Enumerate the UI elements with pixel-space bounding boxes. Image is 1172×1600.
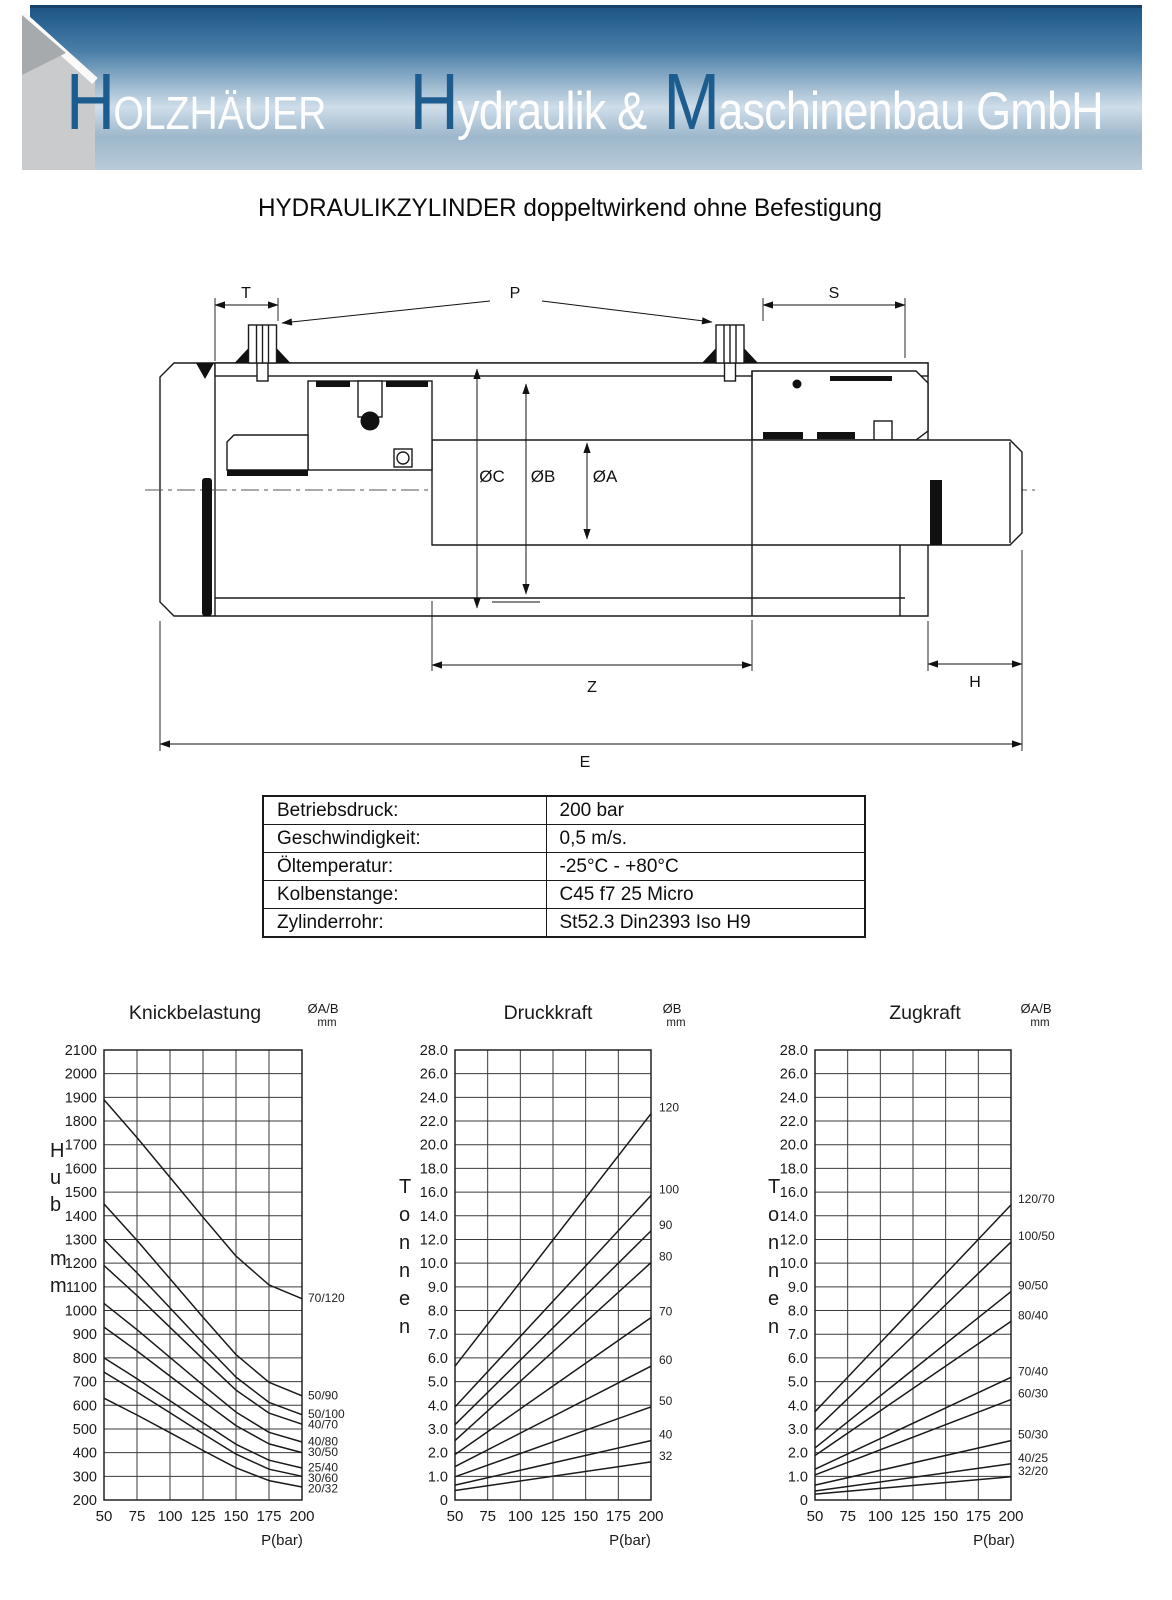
- x-tick-label: 125: [190, 1508, 216, 1525]
- y-tick-label: 900: [72, 1327, 97, 1344]
- y-tick-label: 16.0: [419, 1185, 448, 1202]
- y-tick-label: 16.0: [779, 1185, 808, 1202]
- y-tick-label: 1.0: [427, 1469, 448, 1486]
- spec-value: 0,5 m/s.: [546, 825, 865, 853]
- right-axis-label: ØA/B: [307, 1001, 339, 1016]
- series-label-100: 100: [659, 1182, 680, 1197]
- series-label-30/50: 30/50: [308, 1445, 339, 1460]
- series-label-25/40: 25/40: [308, 1460, 339, 1475]
- x-tick-label: 200: [998, 1508, 1024, 1525]
- dim-label-T: T: [241, 285, 251, 302]
- y-tick-label: 20.0: [779, 1137, 808, 1154]
- y-tick-label: 1100: [65, 1279, 97, 1296]
- series-label-120/70: 120/70: [1018, 1191, 1055, 1206]
- y-tick-label: 1700: [64, 1137, 97, 1154]
- x-tick-label: 175: [256, 1508, 282, 1525]
- y-tick-label: 24.0: [779, 1090, 808, 1107]
- company-name: [66, 56, 1103, 148]
- y-tick-label: 4.0: [787, 1398, 808, 1415]
- series-label-80/40: 80/40: [1018, 1308, 1049, 1323]
- y-tick-label: 500: [72, 1421, 97, 1438]
- y-tick-label: 22.0: [419, 1114, 448, 1131]
- dim-label-OC: ØC: [479, 467, 505, 486]
- right-axis-unit: mm: [1030, 1017, 1050, 1029]
- series-label-50: 50: [659, 1393, 673, 1408]
- y-tick-label: 9.0: [787, 1279, 808, 1296]
- y-tick-label: 5.0: [787, 1374, 808, 1391]
- gland-seal-1: [763, 432, 803, 439]
- y-tick-label: 22.0: [779, 1114, 808, 1131]
- spec-table: [262, 795, 866, 938]
- logo-word3-rest: aschinenbau GmbH: [718, 82, 1103, 141]
- x-tick-label: 175: [605, 1508, 631, 1525]
- y-tick-label: 1500: [64, 1185, 97, 1202]
- y-tick-label: 1.0: [787, 1469, 808, 1486]
- dim-label-OA: ØA: [592, 467, 618, 486]
- dim-label-Z: Z: [587, 679, 597, 696]
- gland-groove: [874, 421, 892, 440]
- y-tick-label: 200: [72, 1493, 97, 1509]
- x-tick-label: 125: [900, 1508, 926, 1525]
- series-label-30/60: 30/60: [308, 1471, 339, 1486]
- x-tick-label: 150: [223, 1508, 249, 1525]
- series-label-20/32: 20/32: [308, 1481, 339, 1496]
- y-tick-label: 26.0: [779, 1066, 808, 1083]
- chart-title: Knickbelastung: [128, 1002, 262, 1024]
- x-axis-label: P(bar): [973, 1532, 1015, 1549]
- y-axis-letter: e: [768, 1288, 780, 1310]
- x-tick-label: 100: [157, 1508, 183, 1525]
- y-tick-label: 28.0: [419, 1043, 448, 1059]
- base-weld-bar: [202, 478, 212, 616]
- cylinder-head-gland: [752, 371, 928, 440]
- y-tick-label: 24.0: [419, 1090, 448, 1107]
- piston-detail-circle: [397, 452, 409, 464]
- series-label-80: 80: [659, 1249, 673, 1264]
- piston-spacer: [227, 435, 308, 470]
- y-tick-label: 5.0: [427, 1374, 448, 1391]
- series-label-70/120: 70/120: [308, 1291, 345, 1306]
- series-label-90/50: 90/50: [1018, 1278, 1049, 1293]
- logo-word1-rest: OLZHÄUER: [113, 87, 327, 139]
- y-axis-letter: n: [768, 1232, 780, 1254]
- y-tick-label: 1000: [64, 1303, 97, 1320]
- y-tick-label: 6.0: [787, 1350, 808, 1367]
- y-axis-letter: T: [768, 1176, 781, 1198]
- y-tick-label: 2000: [64, 1066, 97, 1083]
- chart-zugkraft: [752, 995, 1172, 1560]
- spec-label: Kolbenstange:: [263, 881, 546, 909]
- y-tick-label: 700: [72, 1374, 97, 1391]
- gland-top-seal: [830, 376, 892, 381]
- series-label-90: 90: [659, 1217, 673, 1232]
- spec-row: [263, 853, 865, 881]
- series-label-50/100: 50/100: [308, 1407, 345, 1422]
- y-axis-letter: n: [399, 1260, 411, 1282]
- spacer-seal: [227, 470, 308, 476]
- series-label-70: 70: [659, 1304, 673, 1319]
- series-label-50/90: 50/90: [308, 1388, 339, 1403]
- dim-label-H: H: [969, 674, 981, 691]
- spec-value: C45 f7 25 Micro: [546, 881, 865, 909]
- rod-seal-band: [930, 480, 942, 545]
- y-axis-letter: n: [768, 1316, 780, 1338]
- y-tick-label: 4.0: [427, 1398, 448, 1415]
- y-tick-label: 8.0: [427, 1303, 448, 1320]
- chart-knickbelastung: [30, 995, 380, 1560]
- right-axis-label: ØA/B: [1020, 1001, 1052, 1016]
- page-title: HYDRAULIKZYLINDER doppeltwirkend ohne Befestigung: [257, 194, 883, 222]
- spec-value: -25°C - +80°C: [546, 853, 865, 881]
- x-tick-label: 75: [479, 1508, 497, 1525]
- y-axis-letter: n: [768, 1260, 780, 1282]
- right-axis-unit: mm: [666, 1017, 686, 1029]
- x-tick-label: 50: [95, 1508, 113, 1525]
- piston-oring: [361, 412, 380, 431]
- y-tick-label: 12.0: [419, 1232, 448, 1249]
- y-axis-letter: m: [50, 1248, 67, 1270]
- y-tick-label: 6.0: [427, 1350, 448, 1367]
- x-tick-label: 125: [540, 1508, 566, 1525]
- x-axis-label: P(bar): [261, 1532, 303, 1549]
- dim-label-OB: ØB: [530, 467, 556, 486]
- dim-label-S: S: [828, 285, 840, 302]
- logo-word2-initial: H: [409, 57, 458, 146]
- dim-label-P: P: [509, 285, 521, 302]
- y-tick-label: 800: [72, 1350, 97, 1367]
- y-axis-letter: e: [399, 1288, 411, 1310]
- chart-title: Druckkraft: [503, 1002, 593, 1024]
- x-tick-label: 150: [933, 1508, 959, 1525]
- y-tick-label: 18.0: [779, 1161, 808, 1178]
- cylinder-cross-section-drawing: [130, 253, 1050, 778]
- y-tick-label: 600: [72, 1398, 97, 1415]
- piston-seal-right: [386, 381, 428, 387]
- y-tick-label: 14.0: [419, 1208, 448, 1225]
- x-tick-label: 100: [507, 1508, 533, 1525]
- y-tick-label: 400: [72, 1445, 97, 1462]
- y-tick-label: 1800: [64, 1114, 97, 1131]
- y-tick-label: 2100: [64, 1043, 97, 1059]
- spec-row: [263, 909, 865, 938]
- x-tick-label: 100: [867, 1508, 893, 1525]
- y-tick-label: 1200: [64, 1256, 97, 1273]
- y-tick-label: 1400: [64, 1208, 97, 1225]
- series-label-100/50: 100/50: [1018, 1229, 1055, 1244]
- x-tick-label: 75: [128, 1508, 146, 1525]
- spec-row: [263, 796, 865, 825]
- x-tick-label: 200: [289, 1508, 315, 1525]
- series-label-60/30: 60/30: [1018, 1386, 1049, 1401]
- gland-oring: [793, 380, 802, 389]
- chart-druckkraft: [385, 995, 715, 1560]
- y-tick-label: 20.0: [419, 1137, 448, 1154]
- y-tick-label: 14.0: [779, 1208, 808, 1225]
- y-tick-label: 26.0: [419, 1066, 448, 1083]
- series-label-40/80: 40/80: [308, 1434, 339, 1449]
- chart-title: Zugkraft: [889, 1002, 961, 1024]
- logo-word2-rest: ydraulik &: [457, 82, 647, 141]
- x-tick-label: 50: [446, 1508, 464, 1525]
- series-label-70/40: 70/40: [1018, 1364, 1049, 1379]
- spec-value: 200 bar: [546, 796, 865, 825]
- y-tick-label: 10.0: [779, 1256, 808, 1273]
- y-tick-label: 7.0: [787, 1327, 808, 1344]
- x-axis-label: P(bar): [609, 1532, 651, 1549]
- logo-word3-initial: M: [663, 57, 719, 146]
- y-tick-label: 2.0: [787, 1445, 808, 1462]
- x-tick-label: 150: [573, 1508, 599, 1525]
- y-tick-label: 3.0: [787, 1421, 808, 1438]
- spec-label: Öltemperatur:: [263, 853, 546, 881]
- y-axis-letter: n: [399, 1316, 411, 1338]
- x-tick-label: 75: [839, 1508, 857, 1525]
- y-axis-letter: H: [50, 1140, 65, 1162]
- y-tick-label: 0: [439, 1493, 448, 1509]
- spec-row: [263, 825, 865, 853]
- x-tick-label: 175: [965, 1508, 991, 1525]
- right-axis-label: ØB: [662, 1001, 682, 1016]
- dim-label-E: E: [579, 754, 591, 771]
- y-tick-label: 2.0: [427, 1445, 448, 1462]
- spec-label: Zylinderrohr:: [263, 909, 546, 938]
- y-tick-label: 300: [72, 1469, 97, 1486]
- spec-row: [263, 881, 865, 909]
- series-label-40/70: 40/70: [308, 1417, 339, 1432]
- right-axis-unit: mm: [317, 1017, 337, 1029]
- y-tick-label: 10.0: [419, 1256, 448, 1273]
- x-tick-label: 50: [806, 1508, 824, 1525]
- spec-value: St52.3 Din2393 Iso H9: [546, 909, 865, 938]
- y-tick-label: 12.0: [779, 1232, 808, 1249]
- spec-label: Geschwindigkeit:: [263, 825, 546, 853]
- series-label-40: 40: [659, 1427, 673, 1442]
- logo-word1-initial: H: [66, 57, 114, 146]
- series-label-32: 32: [659, 1448, 673, 1463]
- y-axis-letter: T: [399, 1176, 412, 1198]
- banner-top-line: [30, 5, 1142, 8]
- y-tick-label: 1600: [64, 1161, 97, 1178]
- y-tick-label: 7.0: [427, 1327, 448, 1344]
- series-label-60: 60: [659, 1353, 673, 1368]
- y-tick-label: 28.0: [779, 1043, 808, 1059]
- gland-seal-2: [817, 432, 855, 439]
- y-axis-letter: n: [399, 1232, 411, 1254]
- y-tick-label: 1900: [64, 1090, 97, 1107]
- y-tick-label: 18.0: [419, 1161, 448, 1178]
- series-label-40/25: 40/25: [1018, 1450, 1049, 1465]
- y-tick-label: 0: [799, 1493, 808, 1509]
- y-axis-letter: o: [768, 1204, 780, 1226]
- series-label-32/20: 32/20: [1018, 1463, 1049, 1478]
- y-tick-label: 1300: [64, 1232, 97, 1249]
- y-axis-letter: b: [50, 1194, 62, 1216]
- y-axis-letter: o: [399, 1204, 411, 1226]
- spec-label: Betriebsdruck:: [263, 796, 546, 825]
- y-tick-label: 9.0: [427, 1279, 448, 1296]
- y-axis-letter: u: [50, 1167, 62, 1189]
- x-tick-label: 200: [638, 1508, 664, 1525]
- y-tick-label: 3.0: [427, 1421, 448, 1438]
- series-label-50/30: 50/30: [1018, 1427, 1049, 1442]
- y-tick-label: 8.0: [787, 1303, 808, 1320]
- piston-seal-left: [316, 381, 350, 387]
- series-label-120: 120: [659, 1100, 680, 1115]
- y-axis-letter: m: [50, 1275, 67, 1297]
